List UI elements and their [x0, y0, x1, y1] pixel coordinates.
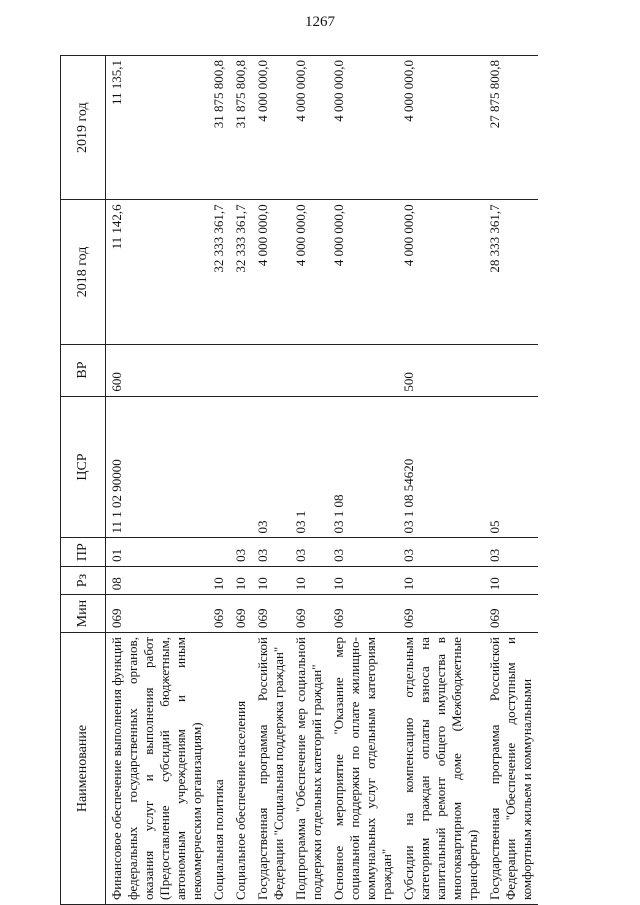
- cell-y2019: 4 000 000,0: [290, 56, 328, 200]
- cell-vr: [252, 344, 290, 396]
- cell-y2018: 4 000 000,0: [290, 200, 328, 344]
- cell-vr: [230, 344, 252, 396]
- header-csr: ЦСР: [61, 396, 106, 538]
- table-row: [230, 56, 252, 905]
- table-row: [252, 56, 290, 905]
- rotated-table-container: [60, 55, 600, 905]
- cell-y2018: 11 142,6: [106, 200, 209, 344]
- header-name: Наименование: [61, 633, 106, 905]
- header-2019: 2019 год: [61, 56, 106, 200]
- header-min: Мин: [61, 595, 106, 633]
- cell-name: Социальная политика: [208, 633, 230, 905]
- cell-name: Государственная программа Российской Федерации "Социальная поддержка граждан": [252, 633, 290, 905]
- cell-pr: 03: [290, 538, 328, 566]
- cell-pr: 03: [398, 538, 484, 566]
- cell-name: Основное мероприятие "Оказание мер социальной поддержки по оплате жилищно-коммунальных услуг отдельным категориям граждан": [328, 633, 398, 905]
- cell-name: Субсидии на компенсацию отдельным категориям граждан оплаты взноса на капитальный ремонт общего имущества в многоквартирном доме (Межбюджетные трансферты): [398, 633, 484, 905]
- cell-y2018: 4 000 000,0: [252, 200, 290, 344]
- cell-min: 069: [484, 595, 538, 633]
- cell-vr: [208, 344, 230, 396]
- cell-y2019: 11 135,1: [106, 56, 209, 200]
- cell-pr: 03: [230, 538, 252, 566]
- cell-vr: [290, 344, 328, 396]
- table-row: [208, 56, 230, 905]
- cell-min: 069: [290, 595, 328, 633]
- cell-csr: 11 1 02 90000: [106, 396, 209, 538]
- cell-pr: 03: [484, 538, 538, 566]
- table-body: [106, 56, 539, 905]
- cell-rz: 10: [398, 566, 484, 594]
- table-row: [484, 56, 538, 905]
- cell-rz: 10: [484, 566, 538, 594]
- page-number: 1267: [305, 14, 335, 30]
- cell-vr: 600: [106, 344, 209, 396]
- cell-vr: [328, 344, 398, 396]
- table-row: [290, 56, 328, 905]
- cell-min: 069: [230, 595, 252, 633]
- cell-min: 069: [208, 595, 230, 633]
- cell-min: 069: [106, 595, 209, 633]
- cell-csr: 03: [252, 396, 290, 538]
- table-row: [106, 56, 209, 905]
- cell-csr: 05: [484, 396, 538, 538]
- cell-y2019: 4 000 000,0: [252, 56, 290, 200]
- cell-csr: 03 1 08 54620: [398, 396, 484, 538]
- cell-pr: [208, 538, 230, 566]
- cell-pr: 03: [252, 538, 290, 566]
- cell-y2018: 32 333 361,7: [230, 200, 252, 344]
- cell-y2019: 4 000 000,0: [398, 56, 484, 200]
- cell-y2019: 31 875 800,8: [230, 56, 252, 200]
- cell-rz: 10: [252, 566, 290, 594]
- cell-min: 069: [252, 595, 290, 633]
- cell-csr: [208, 396, 230, 538]
- cell-csr: [230, 396, 252, 538]
- header-pr: ПР: [61, 538, 106, 566]
- table-row: [328, 56, 398, 905]
- cell-name: Социальное обеспечение населения: [230, 633, 252, 905]
- cell-rz: 10: [208, 566, 230, 594]
- cell-pr: 01: [106, 538, 209, 566]
- cell-rz: 10: [290, 566, 328, 594]
- cell-y2019: 4 000 000,0: [328, 56, 398, 200]
- cell-y2019: 27 875 800,8: [484, 56, 538, 200]
- budget-table: [60, 55, 538, 905]
- table-row: [398, 56, 484, 905]
- cell-name: Финансовое обеспечение выполнения функций федеральных государственных органов, оказания услуг и выполнения работ (Предоставление субсидий бюджетным, автономным учреждениям и иным некоммерческим организациям): [106, 633, 209, 905]
- header-vr: ВР: [61, 344, 106, 396]
- cell-vr: 500: [398, 344, 484, 396]
- cell-csr: 03 1: [290, 396, 328, 538]
- header-rz: Рз: [61, 566, 106, 594]
- cell-name: Подпрограмма "Обеспечение мер социальной поддержки отдельных категорий граждан": [290, 633, 328, 905]
- cell-y2018: 32 333 361,7: [208, 200, 230, 344]
- cell-name: Государственная программа Российской Федерации "Обеспечение доступным и комфортным жильем и коммунальными: [484, 633, 538, 905]
- table-header: [61, 56, 106, 905]
- cell-y2019: 31 875 800,8: [208, 56, 230, 200]
- cell-rz: 08: [106, 566, 209, 594]
- cell-rz: 10: [328, 566, 398, 594]
- cell-vr: [484, 344, 538, 396]
- cell-y2018: 4 000 000,0: [398, 200, 484, 344]
- cell-min: 069: [398, 595, 484, 633]
- cell-y2018: 4 000 000,0: [328, 200, 398, 344]
- cell-pr: 03: [328, 538, 398, 566]
- cell-y2018: 28 333 361,7: [484, 200, 538, 344]
- cell-csr: 03 1 08: [328, 396, 398, 538]
- cell-min: 069: [328, 595, 398, 633]
- header-2018: 2018 год: [61, 200, 106, 344]
- cell-rz: 10: [230, 566, 252, 594]
